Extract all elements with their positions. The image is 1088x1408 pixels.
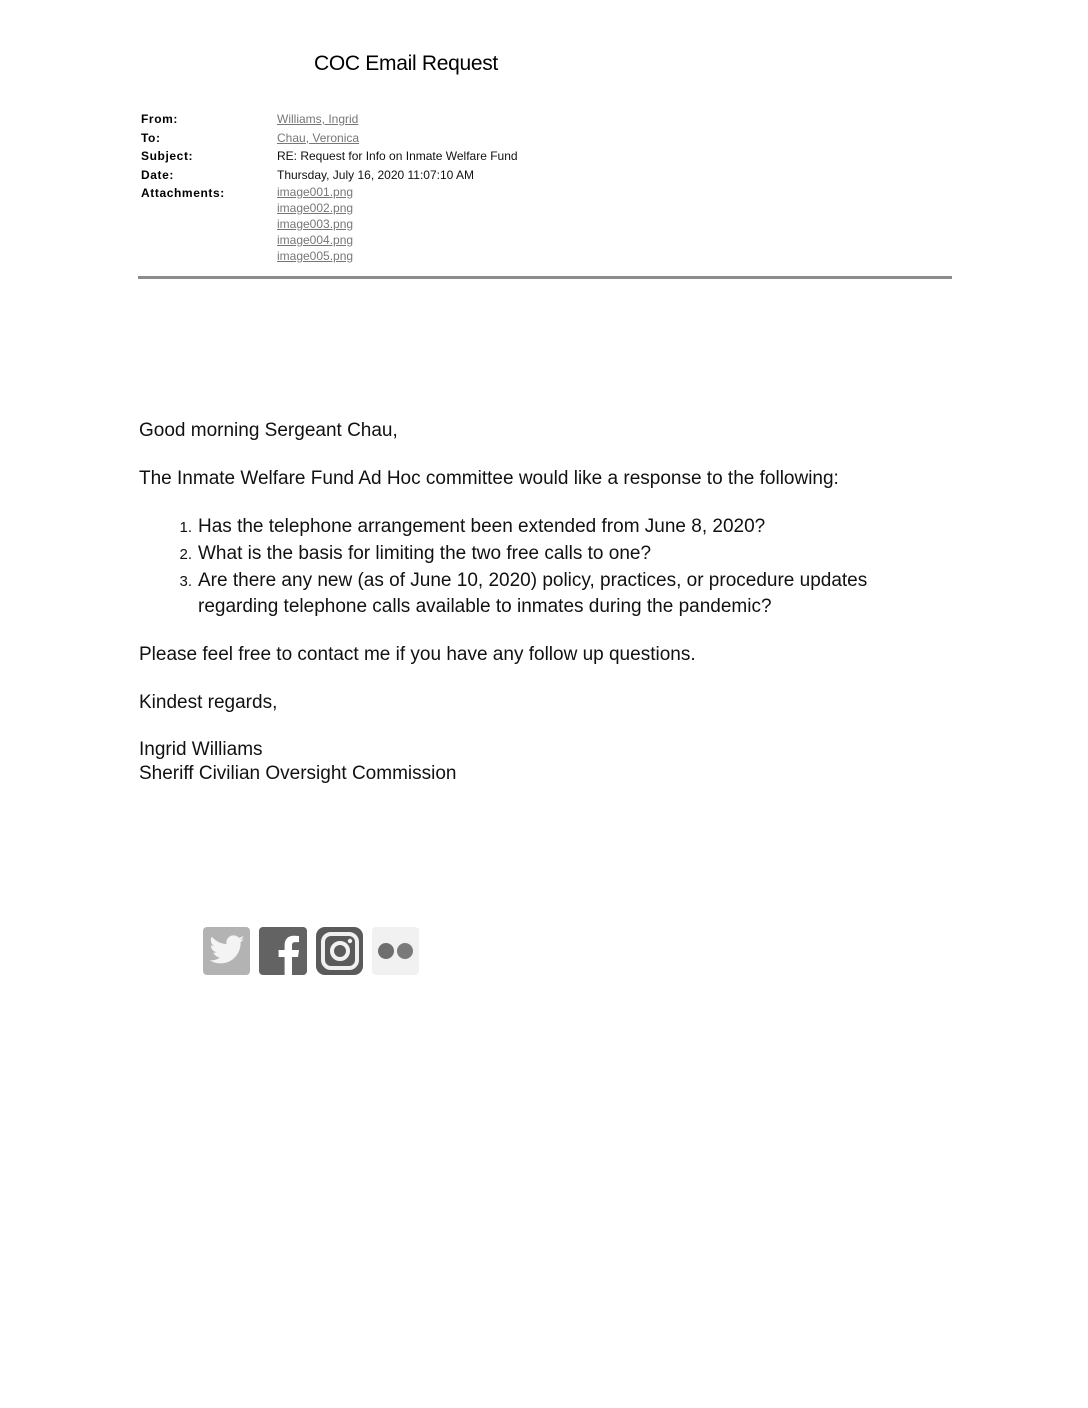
list-item — [139, 514, 918, 541]
list-text: What is the basis for limiting the two free calls to one? — [198, 543, 652, 564]
attachment-link[interactable]: image001.png — [277, 185, 354, 199]
email-header — [141, 110, 518, 264]
header-divider — [138, 276, 952, 279]
list-number: 3. — [179, 573, 192, 590]
social-icons — [203, 927, 419, 975]
instagram-icon[interactable] — [316, 927, 363, 975]
facebook-icon[interactable] — [259, 927, 307, 975]
to-label: To: — [141, 130, 161, 145]
email-body — [139, 418, 918, 786]
date-label: Date: — [141, 167, 175, 182]
closing-text: Please feel free to contact me if you have any follow up questions. — [139, 644, 696, 665]
attachments-row — [141, 184, 518, 264]
list-number: 2. — [179, 546, 192, 563]
attachments-label: Attachments: — [141, 186, 225, 200]
from-row — [141, 110, 518, 129]
attachments-list — [277, 184, 353, 264]
to-link[interactable]: Chau, Veronica — [277, 130, 360, 145]
list-text: Has the telephone arrangement been extended from June 8, 2020? — [198, 516, 766, 537]
signature-name: Ingrid Williams — [139, 739, 263, 760]
flickr-icon[interactable] — [372, 927, 419, 975]
subject-row — [141, 147, 518, 166]
list-text: Are there any new (as of June 10, 2020) policy, practices, or procedure updates regarding telephone calls available to inmates during the pandemic? — [198, 570, 868, 617]
from-link[interactable]: Williams, Ingrid — [277, 112, 359, 126]
twitter-icon[interactable] — [203, 927, 250, 975]
intro-text: The Inmate Welfare Fund Ad Hoc committee would like a response to the following: — [139, 468, 839, 489]
question-list — [139, 514, 918, 620]
date-value: Thursday, July 16, 2020 11:07:10 AM — [277, 167, 475, 182]
from-label: From: — [141, 112, 178, 126]
subject-value: RE: Request for Info on Inmate Welfare Fund — [277, 149, 518, 163]
regards-text: Kindest regards, — [139, 692, 278, 713]
list-item — [139, 568, 918, 620]
list-number: 1. — [179, 519, 192, 536]
attachment-link[interactable]: image005.png — [277, 249, 354, 263]
to-row — [141, 129, 518, 148]
date-row — [141, 166, 518, 185]
document-title: COC Email Request — [314, 52, 498, 75]
subject-label: Subject: — [141, 149, 194, 163]
greeting: Good morning Sergeant Chau, — [139, 420, 398, 441]
attachment-link[interactable]: image002.png — [277, 201, 354, 215]
attachment-link[interactable]: image004.png — [277, 233, 354, 247]
attachment-link[interactable]: image003.png — [277, 217, 354, 231]
list-item — [139, 541, 918, 568]
signature-org: Sheriff Civilian Oversight Commission — [139, 763, 457, 784]
